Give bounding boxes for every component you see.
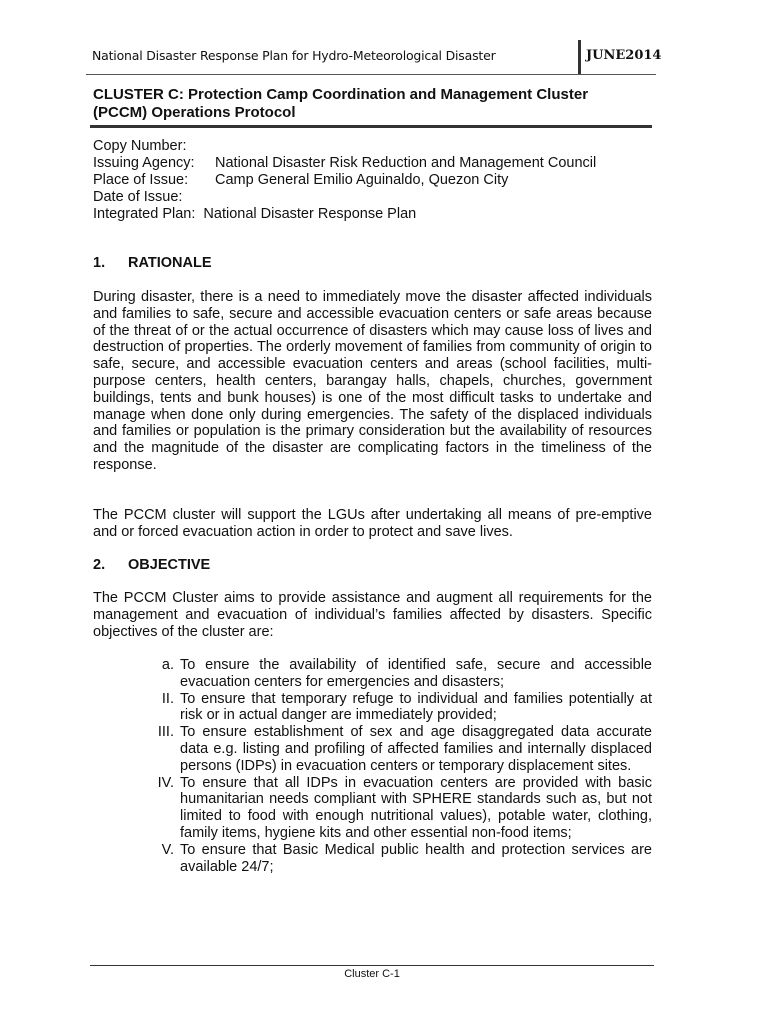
section-number: 1.	[93, 255, 106, 271]
meta-issuing-agency	[93, 155, 596, 172]
header-divider	[578, 40, 581, 74]
document-title	[93, 86, 653, 122]
section-title: OBJECTIVE	[128, 557, 211, 573]
document-metadata	[93, 138, 596, 223]
list-item	[130, 657, 652, 691]
page-footer: Cluster C-1	[344, 968, 400, 980]
list-marker: II.	[161, 690, 174, 707]
meta-copy-number	[93, 138, 596, 155]
rationale-paragraph-1: During disaster, there is a need to immediately move the disaster affected individuals and families to safe, secure and accessible evacuation centers or safe areas because of the threat of or the actual occurrence of disasters which may cause loss of lives and destruction of properties. The orderly movement of families from community of origin to safe, secure, and accessible evacuation centers and areas (school facilities, multi-purpose centers, health centers, barangay halls, chapels, churches, government buildings, tents and bunk houses) is one of the most difficult tasks to undertake and manage when done only during emergencies. The safety of the displaced individuals and families or population is the primary consideration but the availability of resources and the magnitude of the disaster are complicating factors in the timeliness of the response.	[93, 289, 652, 473]
title-rule	[90, 125, 652, 128]
list-item-text: To ensure that temporary refuge to individual and families potentially at risk or in actual danger are immediately provided;	[180, 690, 652, 724]
integrated-plan-label: Integrated Plan:	[93, 206, 196, 222]
list-item-text: To ensure that Basic Medical public health and protection services are available 24/7;	[180, 841, 652, 875]
list-marker: IV.	[157, 774, 174, 791]
meta-integrated-plan	[93, 206, 596, 223]
title-line-2: (PCCM) Operations Protocol	[93, 104, 296, 121]
objective-paragraph: The PCCM Cluster aims to provide assistance and augment all requirements for the management and evacuation of individual’s families affected by disasters. Specific objectives of the cluster are:	[93, 590, 652, 640]
place-of-issue-value: Camp General Emilio Aguinaldo, Quezon City	[215, 172, 509, 188]
list-marker: a.	[161, 657, 174, 673]
copy-number-label: Copy Number:	[93, 138, 187, 154]
list-marker: III.	[157, 724, 174, 741]
footer-rule	[90, 965, 654, 966]
header-date: JUNE2014	[586, 48, 662, 63]
page-header	[86, 40, 662, 75]
issuing-agency-label: Issuing Agency:	[93, 155, 195, 171]
section-heading-objective	[93, 557, 210, 573]
list-marker: V.	[161, 841, 174, 858]
list-item	[130, 691, 652, 725]
section-title: RATIONALE	[128, 255, 212, 271]
rationale-paragraph-2: The PCCM cluster will support the LGUs after undertaking all means of pre-emptive and or forced evacuation action in order to protect and save lives.	[93, 507, 652, 540]
title-line-1: CLUSTER C: Protection Camp Coordination and Management Cluster	[93, 86, 589, 103]
list-item	[130, 842, 652, 876]
place-of-issue-label: Place of Issue:	[93, 172, 189, 188]
section-heading-rationale	[93, 255, 212, 271]
issuing-agency-value: National Disaster Risk Reduction and Management Council	[215, 155, 597, 171]
list-item-text: To ensure the availability of identified safe, secure and accessible evacuation centers for emergencies and disasters;	[180, 657, 652, 690]
list-item	[130, 724, 652, 774]
meta-place-of-issue	[93, 172, 596, 189]
list-item-text: To ensure that all IDPs in evacuation centers are provided with basic humanitarian needs compliant with SPHERE standards such as, but not limited to food with enough nutritional values), potable water, clothing, family items, hygiene kits and other essential non-food items;	[180, 774, 652, 841]
section-number: 2.	[93, 557, 106, 573]
list-item-text: To ensure establishment of sex and age disaggregated data accurate data e.g. listing and profiling of affected families and internally displaced persons (IDPs) in evacuation centers or temporary displacement sites.	[180, 724, 652, 774]
integrated-plan-value: National Disaster Response Plan	[203, 206, 417, 222]
date-of-issue-label: Date of Issue:	[93, 189, 183, 205]
list-item	[130, 775, 652, 842]
header-title: National Disaster Response Plan for Hydro-Meteorological Disaster	[92, 48, 496, 63]
objectives-list	[130, 657, 652, 875]
meta-date-of-issue	[93, 189, 596, 206]
